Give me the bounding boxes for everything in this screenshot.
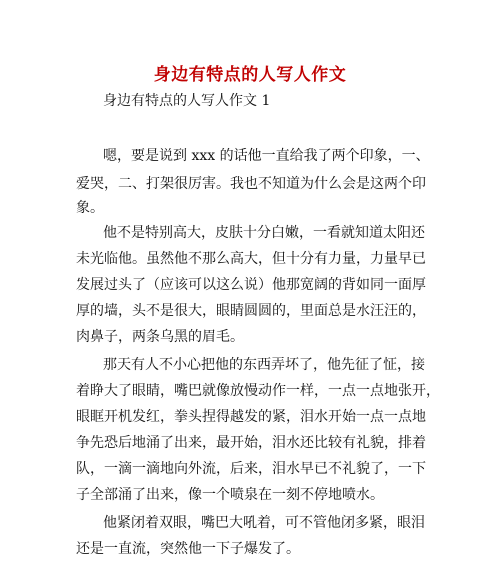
body-line: 爱哭，二、打架很厉害。我也不知道为什么会是这两个印 (76, 176, 426, 192)
body-line: 发展过头了（应该可以这么说）他那宽阔的背如同一面厚 (76, 277, 426, 293)
body-line: 那天有人不小心把他的东西弄坏了，他先征了怔，接 (103, 357, 425, 373)
body-line: 争先恐后地涌了出来，最开始，泪水还比较有礼貌，排着 (76, 435, 426, 451)
body-line: 嗯，要是说到 xxx 的话他一直给我了两个印象，一、 (103, 148, 430, 164)
body-line: 他不是特别高大，皮肤十分白嫩，一看就知道太阳还 (103, 225, 425, 241)
body-line: 眼眶开机发红，拳头捏得越发的紧，泪水开始一点一点地 (76, 409, 426, 425)
body-line: 队，一滴一滴地向外流，后来，泪水早已不礼貌了，一下 (76, 461, 426, 477)
body-line: 肉鼻子，两条乌黑的眉毛。 (76, 329, 244, 345)
body-line: 象。 (76, 200, 104, 216)
body-line: 着睁大了眼睛，嘴巴就像放慢动作一样，一点一点地张开， (76, 383, 440, 399)
document-title: 身边有特点的人写人作文 (153, 65, 347, 85)
body-line: 还是一直流，突然他一下子爆发了。 (76, 541, 300, 557)
body-line: 厚的墙，头不是很大，眼睛圆圆的，里面总是水汪汪的， (76, 303, 426, 319)
body-line: 未光临他。虽然他不那么高大，但十分有力量，力量早已 (76, 251, 426, 267)
body-line: 他紧闭着双眼，嘴巴大吼着，可不管他闭多紧，眼泪 (103, 515, 425, 531)
body-line: 子全部涌了出来，像一个喷泉在一刻不停地喷水。 (76, 487, 384, 503)
document-subtitle: 身边有特点的人写人作文 1 (103, 93, 271, 109)
